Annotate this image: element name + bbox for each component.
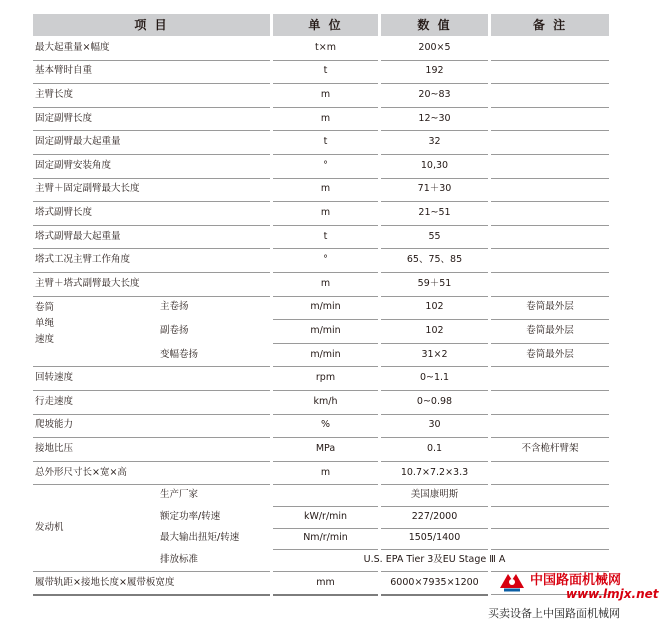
row-item-label: 固定副臂安装角度 xyxy=(35,159,112,171)
row-divider xyxy=(491,154,609,155)
engine-unit: kW/r/min xyxy=(303,510,348,522)
row-divider xyxy=(273,60,378,61)
engine-sub-label: 排放标准 xyxy=(160,554,199,565)
engine-sub-label: 生产厂家 xyxy=(160,489,199,501)
row-divider xyxy=(33,201,270,202)
row-value: 32 xyxy=(428,136,441,148)
row-divider xyxy=(491,366,609,367)
row-divider xyxy=(381,528,488,529)
row-value: 55 xyxy=(428,230,441,242)
row-item-label: 回转速度 xyxy=(35,372,74,384)
row-divider xyxy=(33,484,270,485)
row-divider xyxy=(273,571,378,572)
lmjx-logo-icon xyxy=(498,568,526,594)
row-divider xyxy=(273,83,378,84)
drum-unit: m/min xyxy=(310,325,341,336)
engine-value: 227/2000 xyxy=(411,510,458,522)
row-divider xyxy=(273,272,378,273)
row-item-label: 接地比压 xyxy=(35,443,74,454)
row-value: 192 xyxy=(425,65,444,77)
row-divider xyxy=(381,201,488,202)
row-item-label: 塔式副臂长度 xyxy=(35,207,93,218)
row-unit: km/h xyxy=(313,395,338,407)
row-divider xyxy=(33,461,270,462)
header-remark xyxy=(491,14,609,36)
engine-value: 美国康明斯 xyxy=(410,489,459,501)
drum-unit: m/min xyxy=(310,301,341,313)
row-divider xyxy=(491,178,609,179)
drum-value: 102 xyxy=(425,301,444,313)
row-divider xyxy=(491,83,609,84)
row-divider xyxy=(491,248,609,249)
row-divider xyxy=(381,154,488,155)
row-divider xyxy=(33,107,270,108)
row-value: 10.7×7.2×3.3 xyxy=(400,466,469,478)
row-divider xyxy=(381,506,488,507)
row-unit: m xyxy=(320,89,331,100)
row-value: 0~1.1 xyxy=(419,372,450,384)
row-value: 30 xyxy=(428,419,441,431)
row-divider xyxy=(381,366,488,367)
row-divider xyxy=(381,225,488,226)
header-unit-label: 单 位 xyxy=(308,18,343,32)
row-divider xyxy=(491,225,609,226)
row-value: 200×5 xyxy=(418,41,451,53)
row-divider xyxy=(491,319,609,320)
row-unit: ° xyxy=(323,159,328,171)
row-value: 65、75、85 xyxy=(406,254,463,266)
row-divider xyxy=(381,549,488,550)
row-divider xyxy=(491,549,609,550)
row-value: 10,30 xyxy=(420,159,449,171)
row-divider xyxy=(273,178,378,179)
row-divider xyxy=(273,107,378,108)
drum-remark: 卷筒最外层 xyxy=(526,301,574,313)
drum-group-label-line: 单绳 xyxy=(35,317,55,329)
row-divider xyxy=(381,319,488,320)
row-divider xyxy=(273,390,378,391)
row-divider xyxy=(381,390,488,391)
row-divider xyxy=(33,178,270,179)
header-value xyxy=(381,14,488,36)
row-divider xyxy=(33,83,270,84)
row-divider xyxy=(381,571,488,572)
row-unit: t xyxy=(323,65,328,77)
row-divider xyxy=(273,506,378,507)
row-remark: 不含桅杆臂架 xyxy=(521,443,579,454)
watermark-brand: 中国路面机械网 xyxy=(530,573,622,588)
engine-sub-label: 最大输出扭矩/转速 xyxy=(160,532,240,544)
row-divider xyxy=(491,296,609,297)
row-divider xyxy=(381,130,488,131)
row-item-label: 爬坡能力 xyxy=(35,419,74,431)
row-unit: m xyxy=(320,183,331,195)
row-divider xyxy=(273,461,378,462)
row-divider xyxy=(273,484,378,485)
row-divider xyxy=(491,528,609,529)
row-unit: t xyxy=(323,136,328,148)
header-item xyxy=(33,14,270,36)
row-value: 71＋30 xyxy=(417,183,452,195)
row-divider xyxy=(381,461,488,462)
row-unit: m xyxy=(320,466,331,478)
row-unit: rpm xyxy=(315,372,336,384)
header-remark-label: 备 注 xyxy=(532,18,568,32)
row-divider xyxy=(381,107,488,108)
row-divider xyxy=(491,414,609,415)
drum-value: 31×2 xyxy=(421,348,448,360)
row-divider xyxy=(273,414,378,415)
engine-unit: Nm/r/min xyxy=(303,532,348,544)
row-value: 12~30 xyxy=(418,112,451,124)
row-unit: ° xyxy=(323,254,328,266)
row-divider xyxy=(273,201,378,202)
drum-unit: m/min xyxy=(310,348,341,360)
header-value-label: 数 值 xyxy=(417,18,452,32)
row-value: 0~0.98 xyxy=(416,395,453,407)
bottom-rule xyxy=(381,594,488,596)
row-divider xyxy=(33,366,270,367)
row-divider xyxy=(33,248,270,249)
row-divider xyxy=(273,528,378,529)
row-divider xyxy=(273,366,378,367)
row-unit: % xyxy=(320,419,331,431)
row-value: 59＋51 xyxy=(417,277,452,289)
header-unit xyxy=(273,14,378,36)
row-divider xyxy=(273,225,378,226)
row-item-label: 主臂＋固定副臂最大长度 xyxy=(35,183,140,195)
row-divider xyxy=(491,437,609,438)
bottom-rule xyxy=(33,594,270,596)
row-divider xyxy=(491,130,609,131)
row-divider xyxy=(491,390,609,391)
row-divider xyxy=(491,343,609,344)
row-item-label: 主臂＋塔式副臂最大长度 xyxy=(35,277,140,289)
row-divider xyxy=(273,130,378,131)
row-divider xyxy=(273,154,378,155)
row-divider xyxy=(491,201,609,202)
row-divider xyxy=(491,506,609,507)
row-unit: m xyxy=(320,207,331,218)
header-item-label: 项 目 xyxy=(134,18,169,32)
drum-sub-label: 副卷扬 xyxy=(160,325,189,336)
row-divider xyxy=(381,296,488,297)
row-unit: MPa xyxy=(315,443,336,454)
row-value: 6000×7935×1200 xyxy=(390,576,479,588)
row-divider xyxy=(491,484,609,485)
row-item-label: 基本臂时自重 xyxy=(35,65,93,77)
row-divider xyxy=(33,390,270,391)
engine-group-label: 发动机 xyxy=(35,521,64,533)
row-unit: m xyxy=(320,277,331,289)
watermark-slogan: 买卖设备上中国路面机械网 xyxy=(488,607,620,620)
row-item-label: 塔式副臂最大起重量 xyxy=(35,230,121,242)
row-item-label: 固定副臂长度 xyxy=(35,112,93,124)
bottom-rule xyxy=(273,594,378,596)
row-unit: t×m xyxy=(315,41,336,53)
row-divider xyxy=(381,343,488,344)
row-divider xyxy=(381,437,488,438)
drum-sub-label: 主卷扬 xyxy=(160,301,189,313)
row-divider xyxy=(33,414,270,415)
row-divider xyxy=(491,107,609,108)
row-divider xyxy=(33,571,270,572)
row-item-label: 履带轨距×接地长度×履带板宽度 xyxy=(35,576,175,588)
row-divider xyxy=(381,83,488,84)
row-unit: mm xyxy=(316,576,335,588)
row-divider xyxy=(491,272,609,273)
row-unit: t xyxy=(323,230,328,242)
engine-sub-label: 额定功率/转速 xyxy=(160,510,221,522)
row-divider xyxy=(33,225,270,226)
row-value: 21~51 xyxy=(418,207,451,218)
row-item-label: 固定副臂最大起重量 xyxy=(35,136,121,148)
row-divider xyxy=(381,414,488,415)
row-item-label: 塔式工况主臂工作角度 xyxy=(35,254,131,266)
row-divider xyxy=(33,272,270,273)
row-divider xyxy=(381,178,488,179)
drum-value: 102 xyxy=(425,325,444,336)
row-item-label: 行走速度 xyxy=(35,395,74,407)
row-divider xyxy=(381,484,488,485)
row-value: 20~83 xyxy=(418,89,451,100)
row-divider xyxy=(33,60,270,61)
drum-remark: 卷筒最外层 xyxy=(526,348,574,360)
row-unit: m xyxy=(320,112,331,124)
engine-value: 1505/1400 xyxy=(408,532,461,544)
row-divider xyxy=(273,296,378,297)
engine-value: U.S. EPA Tier 3及EU Stage Ⅲ A xyxy=(363,554,506,565)
drum-group-label-line: 卷筒 xyxy=(35,301,55,313)
drum-remark: 卷筒最外层 xyxy=(526,325,574,336)
row-item-label: 最大起重量×幅度 xyxy=(35,41,110,53)
watermark-url: www.lmjx.net xyxy=(566,587,659,601)
row-divider xyxy=(381,272,488,273)
drum-sub-label: 变幅卷扬 xyxy=(160,348,199,360)
row-divider xyxy=(273,549,378,550)
row-divider xyxy=(273,319,378,320)
row-divider xyxy=(381,248,488,249)
row-item-label: 总外形尺寸长×宽×高 xyxy=(35,466,127,478)
drum-group-label xyxy=(35,300,95,348)
row-divider xyxy=(33,437,270,438)
row-divider xyxy=(33,130,270,131)
row-divider xyxy=(273,248,378,249)
row-divider xyxy=(33,296,270,297)
row-divider xyxy=(381,60,488,61)
drum-group-label-line: 速度 xyxy=(35,333,55,345)
row-value: 0.1 xyxy=(426,443,443,454)
row-divider xyxy=(273,343,378,344)
row-divider xyxy=(491,60,609,61)
row-item-label: 主臂长度 xyxy=(35,89,74,100)
row-divider xyxy=(491,461,609,462)
row-divider xyxy=(273,437,378,438)
row-divider xyxy=(33,154,270,155)
